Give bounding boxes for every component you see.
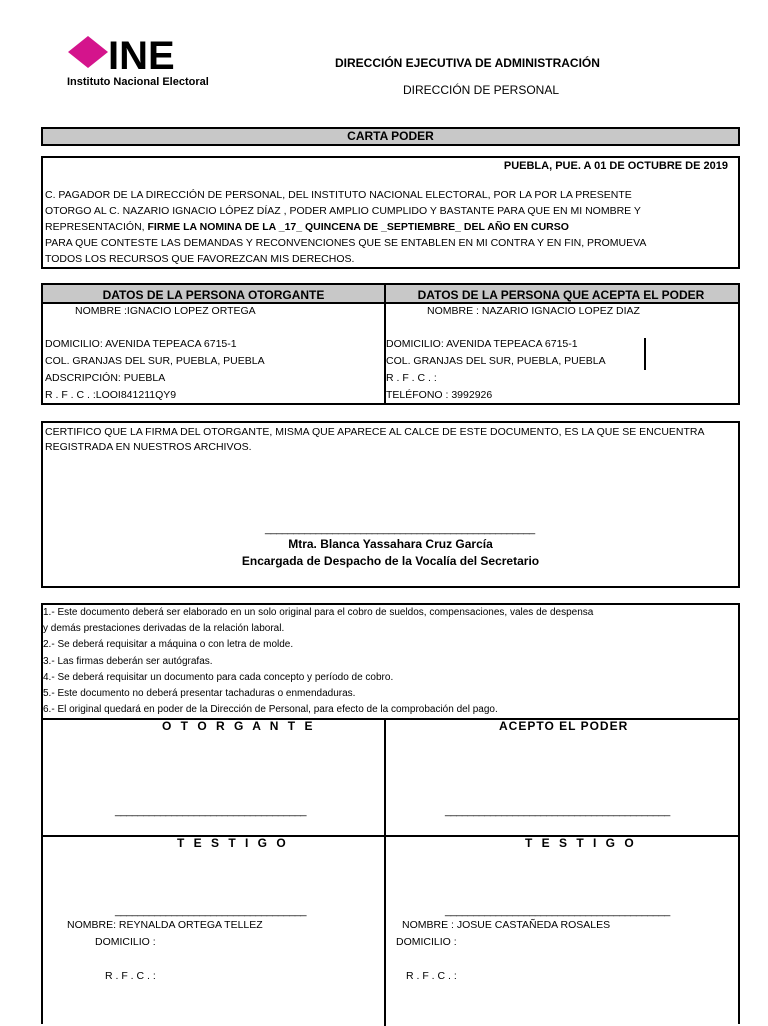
- note-item: 6.- El original quedará en poder de la Dirección de Personal, para efecto de la comprobación del pago.: [43, 704, 498, 716]
- otorgante-rfc: R . F . C . :LOOI841211QY9: [45, 389, 177, 401]
- otorgante-domicilio: DOMICILIO: AVENIDA TEPEACA 6715-1: [45, 338, 237, 350]
- persons-data-box: [41, 283, 740, 405]
- otorgante-header: DATOS DE LA PERSONA OTORGANTE: [43, 285, 384, 304]
- testigo2-rfc: R . F . C . :: [406, 970, 457, 982]
- header-line2: DIRECCIÓN DE PERSONAL: [403, 83, 560, 97]
- intro-line4: PARA QUE CONTESTE LAS DEMANDAS Y RECONVENCIONES QUE SE ENTABLEN EN MI CONTRA Y EN FIN, PROMUEVA: [45, 237, 647, 249]
- testigo2-domicilio: DOMICILIO :: [396, 936, 457, 948]
- ine-logo-icon: [66, 34, 246, 78]
- apoderado-telefono: TELÉFONO : 3992926: [386, 389, 493, 401]
- testigo1-signature-line: __________________________________: [115, 905, 307, 917]
- intro-line1: C. PAGADOR DE LA DIRECCIÓN DE PERSONAL, DEL INSTITUTO NACIONAL ELECTORAL, POR LA POR LA PRESENTE: [45, 189, 632, 201]
- notes-signatures-box: [41, 603, 740, 1024]
- header-line1: DIRECCIÓN EJECUTIVA DE ADMINISTRACIÓN: [335, 56, 600, 70]
- logo-subtitle: Instituto Nacional Electoral: [67, 76, 209, 88]
- date-line: PUEBLA, PUE. A 01 DE OCTUBRE DE 2019: [503, 160, 728, 172]
- intro-line3a: REPRESENTACIÓN,: [45, 221, 148, 233]
- note-item: 1.- Este documento deberá ser elaborado en un solo original para el cobro de sueldos, compensaciones, vales de despensa: [43, 607, 594, 618]
- apoderado-colonia: COL. GRANJAS DEL SUR, PUEBLA, PUEBLA: [386, 355, 606, 367]
- certification-signature-line: ________________________________________________: [265, 523, 535, 535]
- certification-text: CERTIFICO QUE LA FIRMA DEL OTORGANTE, MISMA QUE APARECE AL CALCE DE ESTE DOCUMENTO, ES LA QUE SE ENCUENTRA REGISTRADA EN NUESTROS ARCHIVOS.: [45, 426, 704, 453]
- testigo1-title: T E S T I G O: [177, 836, 289, 850]
- otorgante-signature-title: O T O R G A N T E: [162, 719, 316, 733]
- intro-line3b: FIRME LA NOMINA DE LA _17_ QUINCENA DE _SEPTIEMBRE_ DEL AÑO EN CURSO: [147, 221, 569, 233]
- otorgante-colonia: COL. GRANJAS DEL SUR, PUEBLA, PUEBLA: [45, 355, 265, 367]
- otorgante-signature-line: __________________________________: [115, 805, 307, 817]
- notes-list: [43, 605, 738, 718]
- otorgante-nombre: NOMBRE :IGNACIO LOPEZ ORTEGA: [75, 305, 256, 317]
- note-item: 2.- Se deberá requisitar a máquina o con letra de molde.: [43, 639, 294, 651]
- intro-box: [41, 156, 740, 269]
- testigo1-domicilio: DOMICILIO :: [95, 936, 156, 948]
- intro-line2: OTORGO AL C. NAZARIO IGNACIO LÓPEZ DÍAZ , PODER AMPLIO CUMPLIDO Y BASTANTE PARA QUE EN MI NOMBRE Y: [45, 205, 641, 217]
- otorgante-adscripcion: ADSCRIPCIÓN: PUEBLA: [45, 372, 166, 384]
- acepto-signature-title: ACEPTO EL PODER: [499, 719, 629, 733]
- intro-line5: TODOS LOS RECURSOS QUE FAVOREZCAN MIS DERECHOS.: [45, 253, 355, 265]
- acepto-signature-line: ________________________________________: [445, 805, 670, 817]
- intro-paragraph: [45, 187, 732, 267]
- certifier-name: Mtra. Blanca Yassahara Cruz García: [288, 537, 493, 551]
- note-item: 3.- Las firmas deberán ser autógrafas.: [43, 655, 213, 667]
- logo-text: INE: [108, 34, 175, 78]
- testigo2-signature-line: ________________________________________: [445, 905, 670, 917]
- testigo2-nombre: NOMBRE : JOSUE CASTAÑEDA ROSALES: [402, 919, 611, 931]
- testigo1-rfc: R . F . C . :: [105, 970, 156, 982]
- certifier-role: Encargada de Despacho de la Vocalía del Secretario: [241, 554, 540, 568]
- testigo1-nombre: NOMBRE: REYNALDA ORTEGA TELLEZ: [67, 919, 263, 931]
- note-item: y demás prestaciones derivadas de la relación laboral.: [43, 623, 285, 635]
- apoderado-nombre: NOMBRE : NAZARIO IGNACIO LOPEZ DIAZ: [427, 305, 640, 317]
- note-item: 4.- Se deberá requisitar un documento para cada concepto y período de cobro.: [43, 671, 394, 683]
- signatures-top-rule: [43, 718, 738, 720]
- apoderado-rfc: R . F . C . :: [386, 372, 437, 384]
- note-item: 5.- Este documento no deberá presentar tachaduras o enmendaduras.: [43, 688, 356, 700]
- signatures-divider: [384, 718, 386, 1026]
- certification-box: [41, 421, 740, 588]
- page-title: CARTA PODER: [41, 127, 740, 146]
- apoderado-domicilio: DOMICILIO: AVENIDA TEPEACA 6715-1: [386, 338, 578, 350]
- apoderado-header: DATOS DE LA PERSONA QUE ACEPTA EL PODER: [384, 285, 738, 304]
- testigo2-title: T E S T I G O: [525, 836, 637, 850]
- text-cursor-line: [644, 338, 646, 370]
